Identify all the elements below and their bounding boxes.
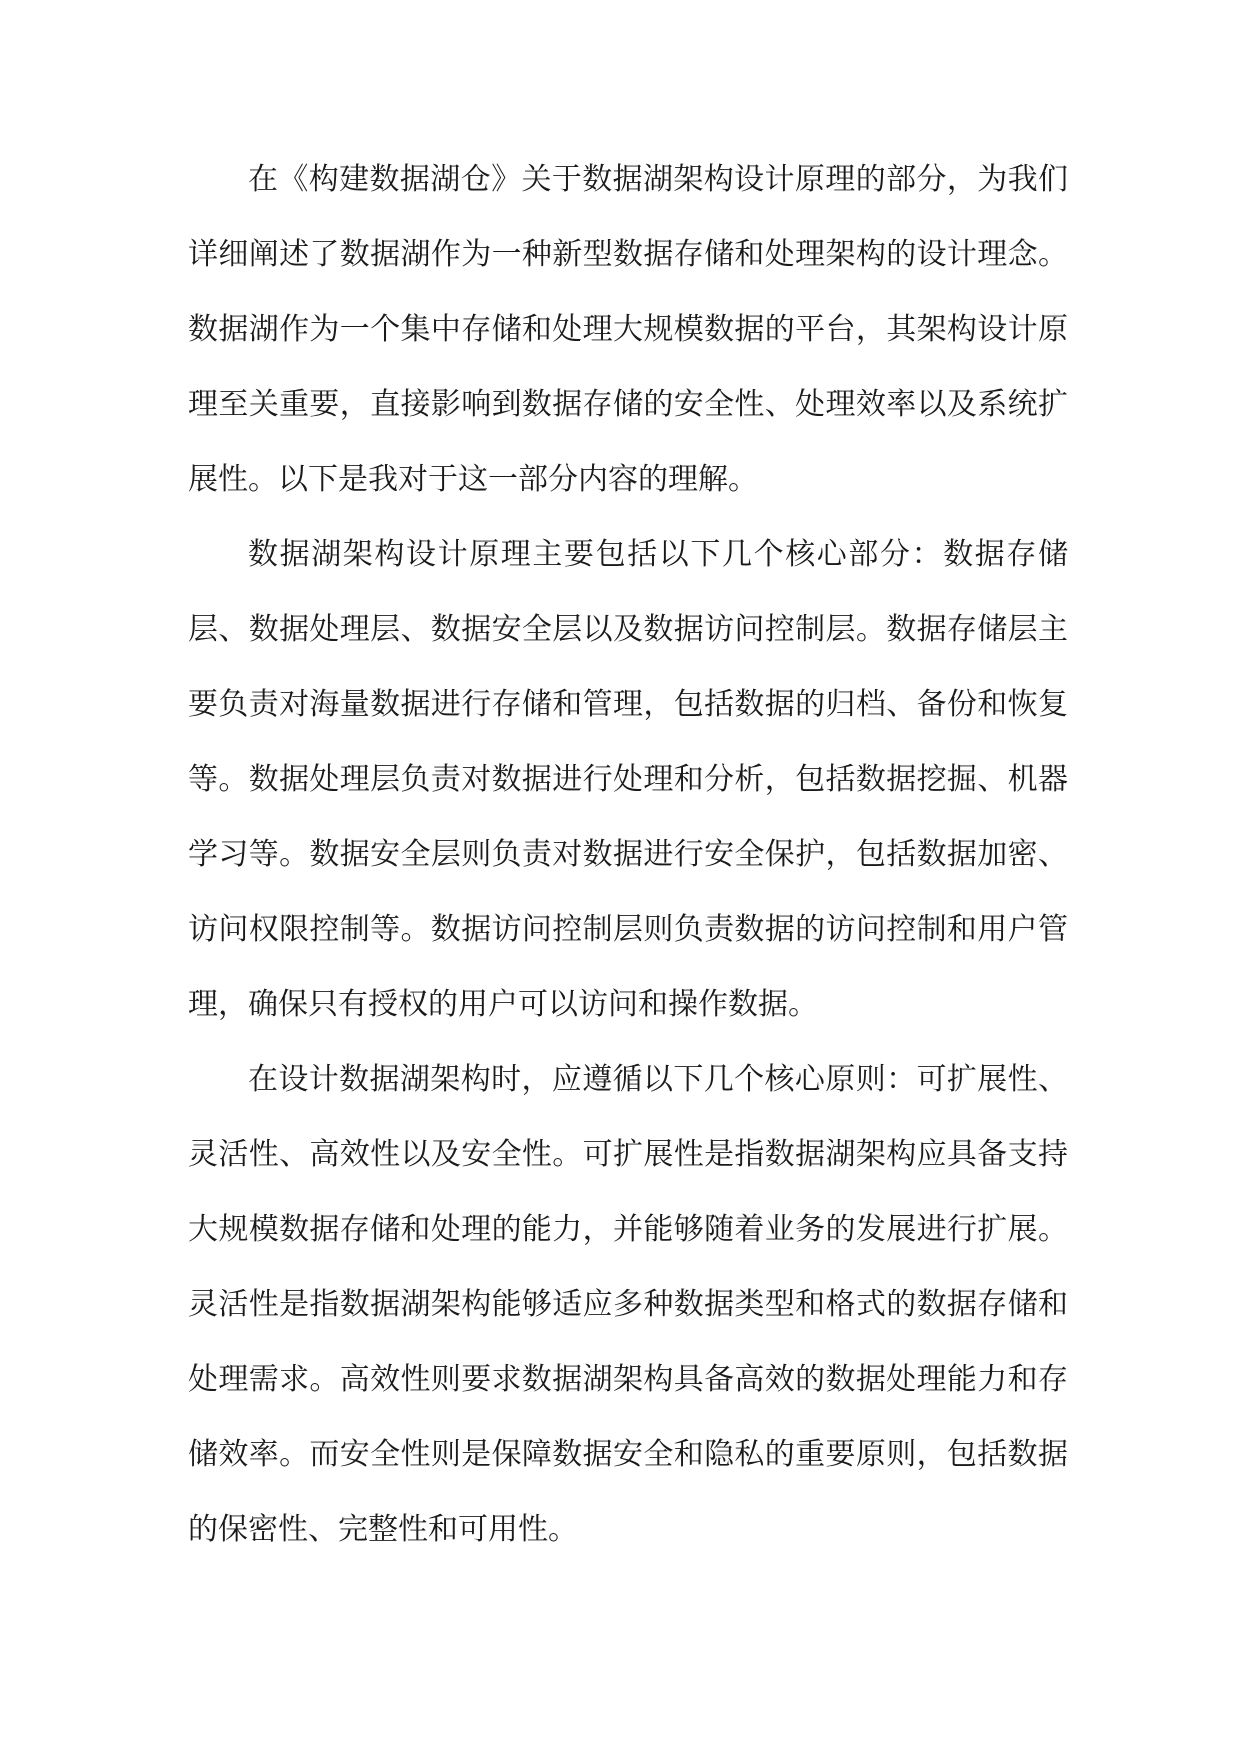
document-body: [188, 142, 1068, 1567]
paragraph-3: 在设计数据湖架构时，应遵循以下几个核心原则：可扩展性、灵活性、高效性以及安全性。可扩展性是指数据湖架构应具备支持大规模数据存储和处理的能力，并能够随着业务的发展进行扩展。灵活性是指数据湖架构能够适应多种数据类型和格式的数据存储和处理需求。高效性则要求数据湖架构具备高效的数据处理能力和存储效率。而安全性则是保障数据安全和隐私的重要原则，包括数据的保密性、完整性和可用性。: [188, 1062, 1068, 1547]
paragraph-2: 数据湖架构设计原理主要包括以下几个核心部分：数据存储层、数据处理层、数据安全层以及数据访问控制层。数据存储层主要负责对海量数据进行存储和管理，包括数据的归档、备份和恢复等。数据处理层负责对数据进行处理和分析，包括数据挖掘、机器学习等。数据安全层则负责对数据进行安全保护，包括数据加密、访问权限控制等。数据访问控制层则负责数据的访问控制和用户管理，确保只有授权的用户可以访问和操作数据。: [188, 537, 1068, 1022]
paragraph-1: 在《构建数据湖仓》关于数据湖架构设计原理的部分，为我们详细阐述了数据湖作为一种新型数据存储和处理架构的设计理念。数据湖作为一个集中存储和处理大规模数据的平台，其架构设计原理至关重要，直接影响到数据存储的安全性、处理效率以及系统扩展性。以下是我对于这一部分内容的理解。: [188, 162, 1068, 497]
